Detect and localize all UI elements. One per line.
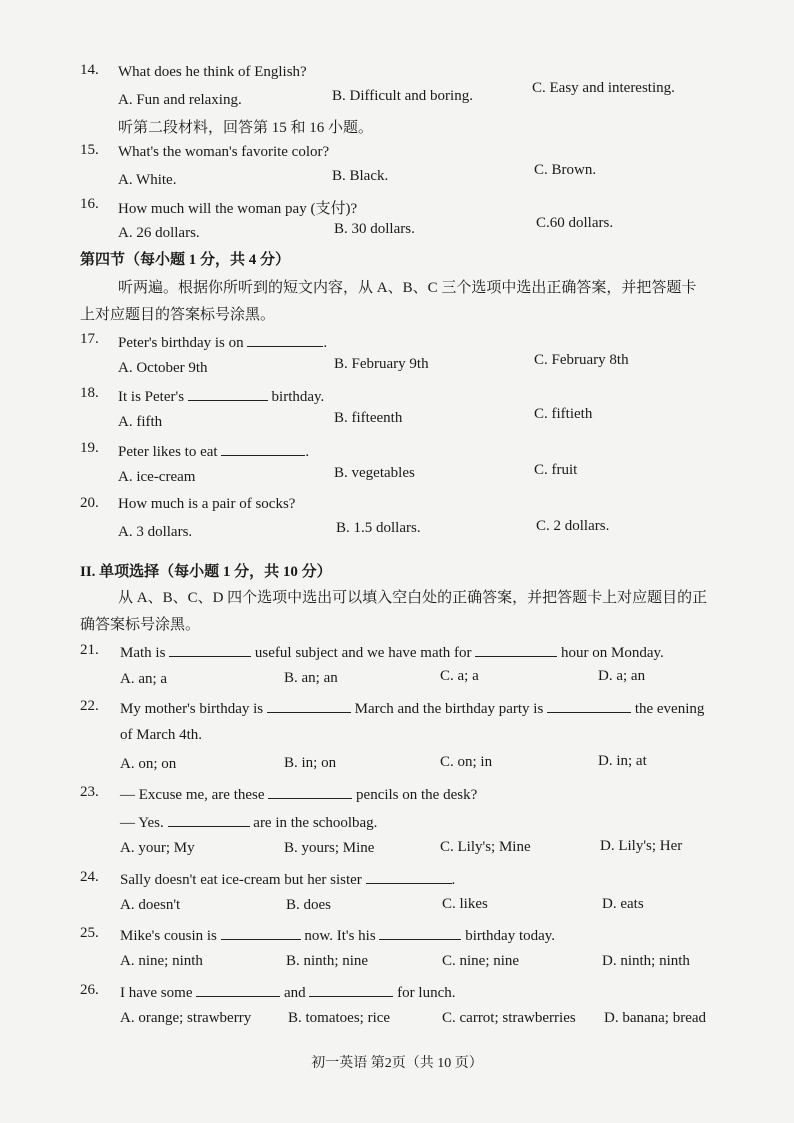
question-number: 17. <box>80 331 99 347</box>
option-a: A. your; My <box>120 840 195 856</box>
question-number: 15. <box>80 142 99 158</box>
option-a: A. October 9th <box>118 360 208 376</box>
option-a: A. on; on <box>120 756 177 772</box>
option-b: B. in; on <box>284 755 337 771</box>
answer-blank <box>267 698 351 713</box>
answer-blank <box>188 386 268 401</box>
question-stem: I have some and for lunch. <box>120 982 455 1002</box>
option-a: A. orange; strawberry <box>120 1010 252 1026</box>
question-stem: What does he think of English? <box>118 64 307 80</box>
answer-blank <box>221 441 305 456</box>
question-number: 24. <box>80 869 99 885</box>
answer-blank <box>168 812 250 827</box>
option-b: B. Difficult and boring. <box>332 88 473 104</box>
question-number: 18. <box>80 385 99 401</box>
option-d: D. banana; bread <box>604 1010 707 1026</box>
section-instruction: 上对应题目的答案标号涂黑。 <box>80 307 276 323</box>
answer-blank <box>169 642 251 657</box>
option-a: A. Fun and relaxing. <box>118 92 242 108</box>
question-stem: How much is a pair of socks? <box>118 496 296 512</box>
option-a: A. fifth <box>118 414 163 430</box>
question-number: 23. <box>80 784 99 800</box>
section-instruction: 听两遍。根据你所听到的短文内容，从 A、B、C 三个选项中选出正确答案，并把答题卡 <box>118 280 697 296</box>
option-c: C. February 8th <box>534 352 629 368</box>
option-c: C. fruit <box>534 462 578 478</box>
option-b: B. yours; Mine <box>284 840 375 856</box>
option-c: C. likes <box>442 896 488 912</box>
option-d: D. Lily's; Her <box>600 838 683 854</box>
option-a: A. an; a <box>120 671 168 687</box>
option-b: B. fifteenth <box>334 410 403 426</box>
question-stem: Peter likes to eat . <box>118 441 309 461</box>
question-stem: — Excuse me, are these pencils on the desk? <box>120 784 477 804</box>
option-c: C. a; a <box>440 668 479 684</box>
answer-blank <box>366 869 452 884</box>
section-instruction: 确答案标号涂黑。 <box>80 617 201 633</box>
option-d: D. eats <box>602 896 644 912</box>
option-b: B. ninth; nine <box>286 953 369 969</box>
option-b: B. vegetables <box>334 465 415 481</box>
option-a: A. 26 dollars. <box>118 225 200 241</box>
option-b: B. February 9th <box>334 356 429 372</box>
section-title: II. 单项选择（每小题 1 分，共 10 分） <box>80 564 332 580</box>
question-stem: It is Peter's birthday. <box>118 386 324 406</box>
question-stem: Mike's cousin is now. It's his birthday today. <box>120 925 555 945</box>
option-c: C. Easy and interesting. <box>532 80 675 96</box>
question-number: 19. <box>80 440 99 456</box>
option-a: A. ice-cream <box>118 469 196 485</box>
option-d: D. a; an <box>598 668 646 684</box>
option-d: D. ninth; ninth <box>602 953 690 969</box>
question-stem: Peter's birthday is on . <box>118 332 327 352</box>
answer-blank <box>221 925 301 940</box>
section-instruction: 从 A、B、C、D 四个选项中选出可以填入空白处的正确答案，并把答题卡上对应题目的正 <box>118 590 708 606</box>
question-stem: Sally doesn't eat ice-cream but her sister . <box>120 869 455 889</box>
question-number: 26. <box>80 982 99 998</box>
question-number: 16. <box>80 196 99 212</box>
option-b: B. an; an <box>284 670 338 686</box>
option-b: B. 1.5 dollars. <box>336 520 421 536</box>
question-stem-continued: of March 4th. <box>120 727 203 743</box>
option-a: A. White. <box>118 172 177 188</box>
option-a: A. nine; ninth <box>120 953 203 969</box>
option-c: C. 2 dollars. <box>536 518 610 534</box>
option-b: B. does <box>286 897 331 913</box>
answer-blank <box>268 784 352 799</box>
question-stem: What's the woman's favorite color? <box>118 144 330 160</box>
option-b: B. 30 dollars. <box>334 221 415 237</box>
question-number: 14. <box>80 62 99 78</box>
page-footer: 初一英语 第2页（共 10 页） <box>311 1056 483 1071</box>
question-number: 25. <box>80 925 99 941</box>
option-c: C. Lily's; Mine <box>440 839 531 855</box>
question-number: 21. <box>80 642 99 658</box>
option-a: A. doesn't <box>120 897 181 913</box>
option-b: B. tomatoes; rice <box>288 1010 391 1026</box>
option-c: C.60 dollars. <box>536 215 614 231</box>
option-b: B. Black. <box>332 168 389 184</box>
section-title: 第四节（每小题 1 分，共 4 分） <box>80 252 291 268</box>
answer-blank <box>475 642 557 657</box>
answer-blank <box>196 982 280 997</box>
question-stem: My mother's birthday is March and the birthday party is the evening <box>120 698 704 718</box>
option-c: C. fiftieth <box>534 406 593 422</box>
option-c: C. nine; nine <box>442 953 520 969</box>
answer-blank <box>547 698 631 713</box>
answer-blank <box>309 982 393 997</box>
question-stem: How much will the woman pay (支付)? <box>118 201 358 217</box>
answer-blank <box>379 925 461 940</box>
listening-instruction: 听第二段材料，回答第 15 和 16 小题。 <box>118 120 374 136</box>
question-stem-continued: — Yes. are in the schoolbag. <box>120 812 377 832</box>
option-c: C. on; in <box>440 754 493 770</box>
question-number: 22. <box>80 698 99 714</box>
option-a: A. 3 dollars. <box>118 524 193 540</box>
question-number: 20. <box>80 495 99 511</box>
option-d: D. in; at <box>598 753 647 769</box>
answer-blank <box>247 332 323 347</box>
question-stem: Math is useful subject and we have math for hour on Monday. <box>120 642 664 662</box>
option-c: C. carrot; strawberries <box>442 1010 576 1026</box>
option-c: C. Brown. <box>534 162 597 178</box>
